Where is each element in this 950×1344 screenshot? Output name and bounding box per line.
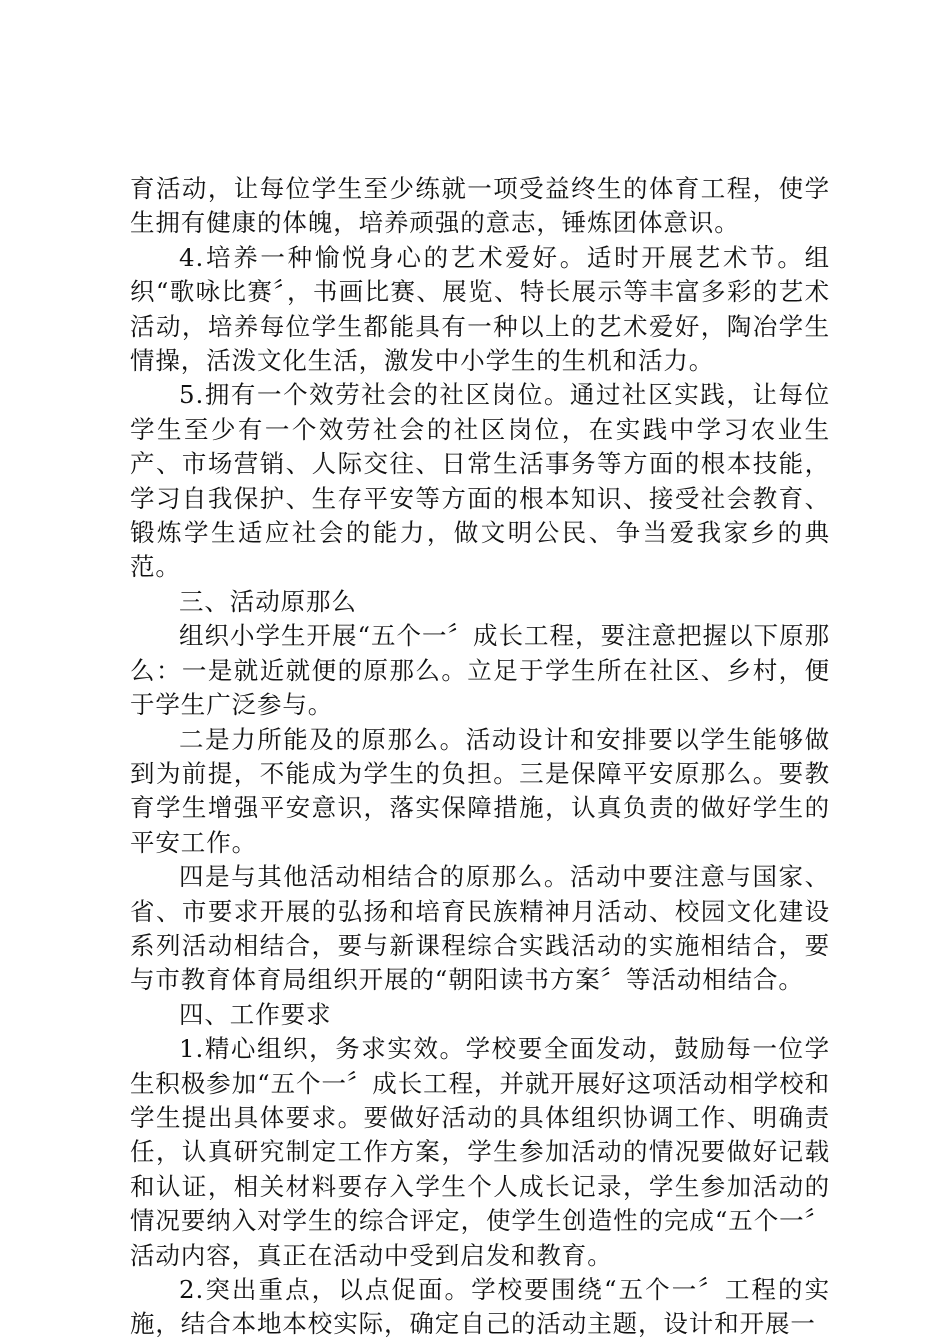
- section-heading-principles: 三、活动原那么: [179, 586, 357, 616]
- paragraph-requirement-1: 1.精心组织，务求实效。学校要全面发动，鼓励每一位学生积极参加“五个一〞成长工程，并就开展好这项活动相学校和学生提出具体要求。要做好活动的具体组织协调工作、明确责任，认真研究制定工作方案，学生参加活动的情况要做好记载和认证，相关材料要存入学生个人成长记录，学生参加活动的情况要纳入对学生的综合评定，使学生创造性的完成“五个一〞活动内容，真正在活动中受到启发和教育。: [130, 1034, 830, 1270]
- document-body: [130, 172, 830, 1342]
- paragraph-item-4: 4.培养一种愉悦身心的艺术爱好。适时开展艺术节。组织“歌咏比赛〞，书画比赛、展览、特长展示等丰富多彩的艺术活动，培养每位学生都能具有一种以上的艺术爱好，陶冶学生情操，活泼文化生活，激发中小学生的生机和活力。: [130, 242, 830, 376]
- section-heading-requirements: 四、工作要求: [179, 999, 332, 1029]
- paragraph-requirement-2: 2.突出重点，以点促面。学校要围绕“五个一〞工程的实施，结合本地本校实际，确定自己的活动主题，设计和开展一: [130, 1275, 830, 1339]
- paragraph-item-5: 5.拥有一个效劳社会的社区岗位。通过社区实践，让每位学生至少有一个效劳社会的社区岗位，在实践中学习农业生产、市场营销、人际交往、日常生活事务等方面的根本技能，学习自我保护、生存平安等方面的根本知识、接受社会教育、锻炼学生适应社会的能力，做文明公民、争当爱我家乡的典范。: [130, 380, 830, 582]
- paragraph-principles-2-3: 二是力所能及的原那么。活动设计和安排要以学生能够做到为前提，不能成为学生的负担。三是保障平安原那么。要教育学生增强平安意识，落实保障措施，认真负责的做好学生的平安工作。: [130, 724, 830, 857]
- paragraph-continued: 育活动，让每位学生至少练就一项受益终生的体育工程，使学生拥有健康的体魄，培养顽强的意志，锤炼团体意识。: [130, 174, 830, 238]
- paragraph-principles-intro: 组织小学生开展“五个一〞成长工程，要注意把握以下原那么：一是就近就便的原那么。立足于学生所在社区、乡村，便于学生广泛参与。: [130, 621, 830, 720]
- paragraph-principles-4: 四是与其他活动相结合的原那么。活动中要注意与国家、省、市要求开展的弘扬和培育民族精神月活动、校园文化建设系列活动相结合，要与新课程综合实践活动的实施相结合，要与市教育体育局组织开展的“朝阳读书方案〞等活动相结合。: [130, 862, 830, 995]
